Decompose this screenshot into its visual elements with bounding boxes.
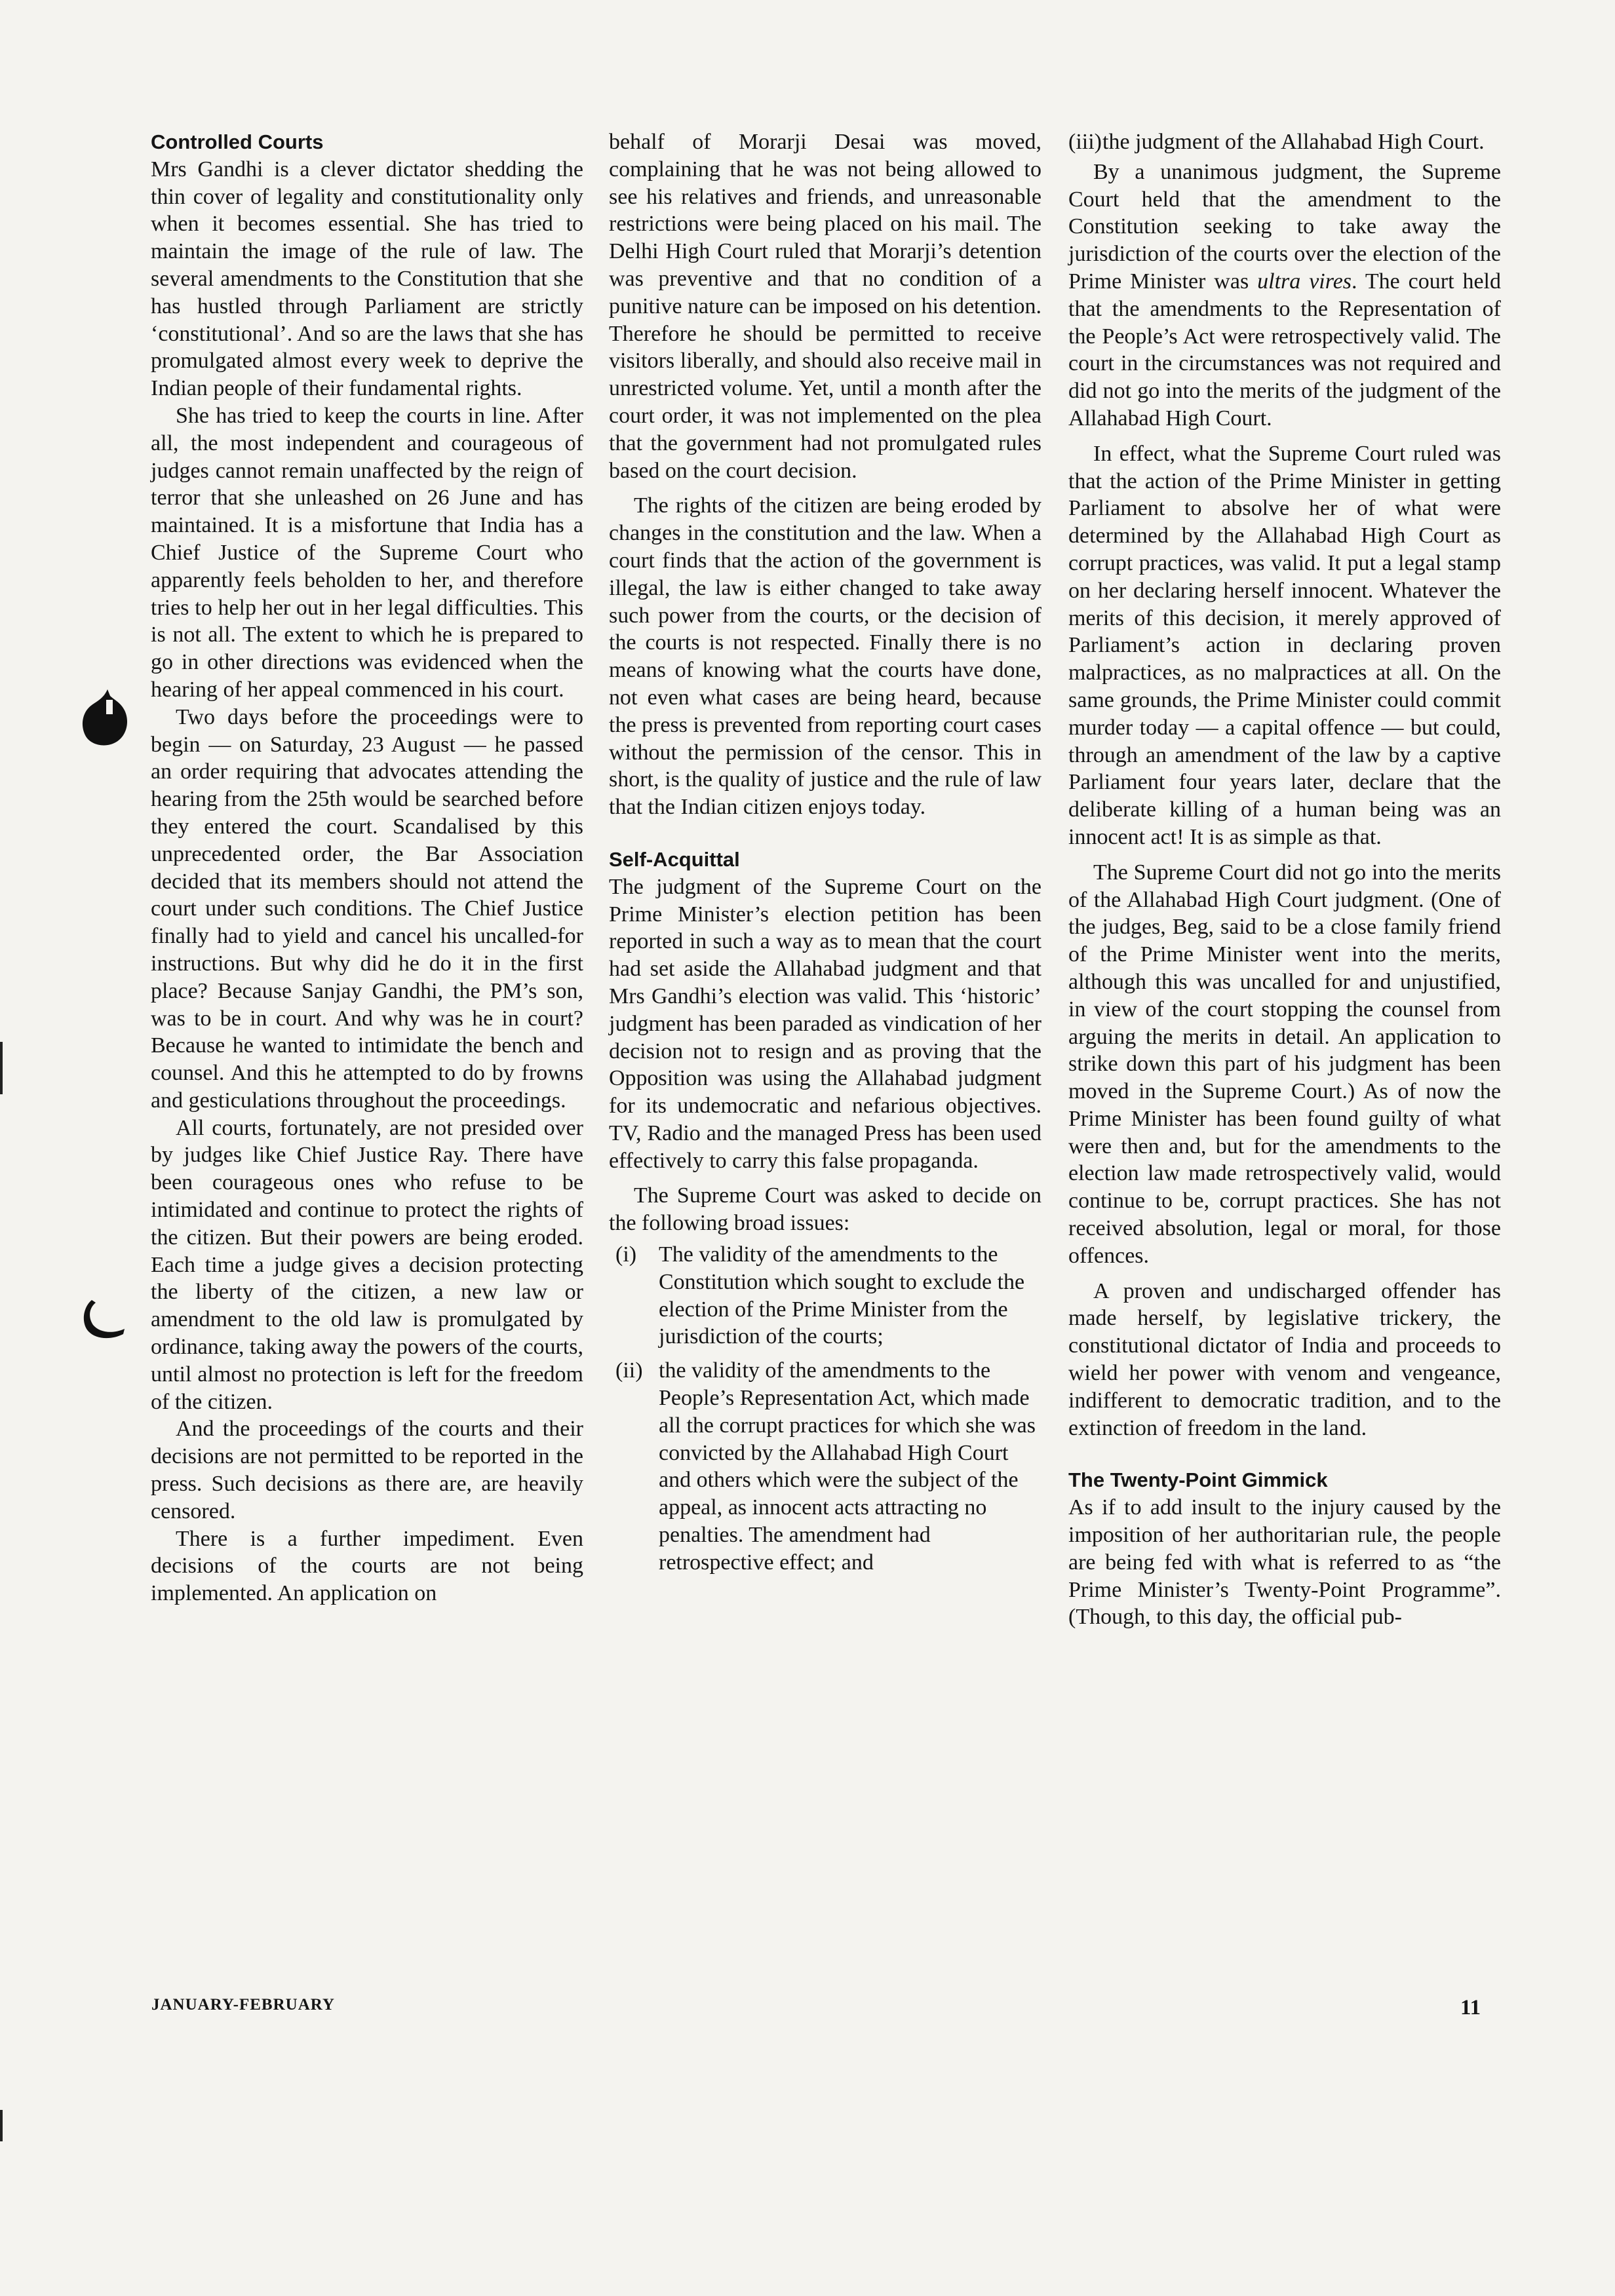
margin-line-2 <box>0 2110 3 2141</box>
list-item-text: the judgment of the Allahabad High Court. <box>1102 130 1485 154</box>
list-item-text: The validity of the amendments to the Constitution which sought to exclude the election of the Prime Minister from the jurisdiction of the courts; <box>659 1242 1025 1349</box>
paragraph: behalf of Morarji Desai was moved, complaining that he was not being allowed to see his relatives and friends, and unreasonable restrictions were being placed on his mail. The Delhi High Court ruled that Morarji’s detention was preventive and that no condition of a punitive nature can be imposed on his detention. Therefore he should be permitted to receive visitors liberally, and should also receive mail in unrestricted volume. Yet, until a month after the court order, it was not implemented on the plea that the government had not promulgated rules based on the court decision. <box>609 130 1041 483</box>
binding-hole-mark-bottom <box>77 1297 130 1343</box>
binding-hole-mark-top <box>77 687 132 750</box>
section-heading-twenty-point-gimmick: The Twenty-Point Gimmick <box>1068 1468 1328 1492</box>
paragraph-part: . The court held that the amendments to the Representation of the People’s Act were retrospectively valid. The court in the circumstances was not required and did not go into the merits of the judgment of the Allahabad High Court. <box>1068 269 1502 430</box>
emphasis-ultra-vires: ultra vires <box>1257 269 1352 294</box>
list-item <box>1068 128 1501 156</box>
issues-list-continued <box>1068 128 1501 156</box>
paragraph: As if to add insult to the injury caused by the imposition of her authoritarian rule, the people are being fed with what is referred to as “the Prime Minister’s Twenty-Point Programme”. (Though, to this day, the official pub- <box>1068 1495 1501 1630</box>
list-item-number: (iii) <box>1068 130 1102 154</box>
paragraph: In effect, what the Supreme Court ruled was that the action of the Prime Minister in getting Parliament to absolve her of what were determined by the Allahabad High Court as corrupt practices, was valid. It put a legal stamp on her declaring herself innocent. Whatever the merits of this decision, it merely approved of Parliament’s action in declaring proven malpractices, as no malpractices at all. On the same grounds, the Prime Minister could commit murder today — a capital offence — but could, through an amendment of the law by a captive Parliament four years later, declare that the deliberate killing of a human being was an innocent act! It is as simple as that. <box>1068 441 1501 849</box>
section-heading-self-acquittal: Self-Acquittal <box>609 847 740 871</box>
paragraph: A proven and undischarged offender has made herself, by legislative trickery, the constitutional dictator of India and proceeds to wield her power with venom and vengeance, indifferent to democratic tradition, and to the extinction of freedom in the land. <box>1068 1278 1501 1440</box>
list-item-number: (ii) <box>615 1358 643 1383</box>
column-right <box>1068 128 1501 1631</box>
section-heading-controlled-courts: Controlled Courts <box>151 130 324 153</box>
paragraph: She has tried to keep the courts in line. After all, the most independent and courageous of judges cannot remain unaffected by the reign of terror that she unleashed on 26 June and has maintained. It is a misfortune that India has a Chief Justice of the Supreme Court who apparently feels beholden to her, and therefore tries to help her out in her legal difficulties. This is not all. The extent to which he is prepared to go in other directions was evidenced when the hearing of her appeal commenced in his court. <box>151 403 583 702</box>
margin-line-1 <box>0 1042 3 1094</box>
column-left <box>151 128 583 1607</box>
paragraph: Mrs Gandhi is a clever dictator shedding the thin cover of legality and constitutionality only when it becomes essential. She has tried to maintain the image of the rule of law. The several amendments to the Constitution that she has hustled through Parliament are strictly ‘constitutional’. And so are the laws that she has promulgated almost every week to deprive the Indian people of their fundamental rights. <box>151 157 583 401</box>
list-item-text: the validity of the amendments to the People’s Representation Act, which made all the corrupt practices for which she was convicted by the Allahabad High Court and others which were the subject of the appeal, as innocent acts attracting no penalties. The amendment had retrospective effect; and <box>659 1358 1036 1575</box>
paragraph: There is a further impediment. Even decisions of the courts are not being implemented. An application on <box>151 1526 583 1606</box>
paragraph-part: By a unanimous judgment, the Supreme Court held that the amendment to the Constitution seeking to take away the jurisdiction of the courts over the election of the Prime Minister was <box>1068 159 1501 294</box>
paragraph: The judgment of the Supreme Court on the Prime Minister’s election petition has been reported in such a way as to mean that the court had set aside the Allahabad judgment and that Mrs Gandhi’s election was valid. This ‘historic’ judgment has been paraded as vindication of her decision not to resign and as proving that the Opposition was using the Allahabad judgment for its undemocratic and nefarious objectives. TV, Radio and the managed Press has been used effectively to carry this false propaganda. <box>609 874 1041 1173</box>
paragraph: The Supreme Court was asked to decide on the following broad issues: <box>609 1183 1041 1236</box>
paragraph: All courts, fortunately, are not presided over by judges like Chief Justice Ray. There have been courageous ones who refuse to be intimidated and continue to protect the rights of the citizen. But their powers are being eroded. Each time a judge gives a decision protecting the liberty of the citizen, a new law or amendment to the old law is promulgated by ordinance, taking away the powers of the courts, until almost no protection is left for the freedom of the citizen. <box>151 1115 583 1414</box>
paragraph <box>1068 159 1501 432</box>
list-item <box>609 1241 1041 1350</box>
paragraph: The rights of the citizen are being eroded by changes in the constitution and the law. When a court finds that the action of the government is illegal, the law is either changed to take away such power from the courts, or the decision of the courts is not respected. Finally there is no means of knowing what the courts have done, not even what cases are being heard, because the press is prevented from reporting court cases without the permission of the censor. This in short, is the quality of justice and the rule of law that the Indian citizen enjoys today. <box>609 493 1041 820</box>
list-item <box>609 1357 1041 1576</box>
list-item-number: (i) <box>615 1242 637 1267</box>
page-number: 11 <box>1460 1996 1481 2019</box>
paragraph: And the proceedings of the courts and their decisions are not permitted to be reported in the press. Such decisions as there are, are heavily censored. <box>151 1417 583 1523</box>
paragraph: The Supreme Court did not go into the merits of the Allahabad High Court judgment. (One of the judges, Beg, said to be a close family friend of the Prime Minister went into the merits, although this was uncalled for and unjustified, in view of the court stopping the counsel from arguing the merits in detail. An application to strike down this part of his judgment has been moved in the Supreme Court.) As of now the Prime Minister has been found guilty of what were then and, but for the amendments to the election law made retrospectively valid, would continue to be, corrupt practices. She has not received absolution, legal or moral, for those offences. <box>1068 860 1501 1268</box>
column-middle <box>609 128 1041 1583</box>
paragraph: Two days before the proceedings were to begin — on Saturday, 23 August — he passed an order requiring that advocates attending the hearing from the 25th would be searched before they entered the court. Scandalised by this unprecedented order, the Bar Association decided that its members should not attend the court under such conditions. The Chief Justice finally had to yield and cancel his uncalled-for instructions. But why did he do it in the first place? Because Sanjay Gandhi, the PM’s son, was to be in court. And why was he in court? Because he wanted to intimidate the bench and counsel. And this he attempted to do by frowns and gesticulations throughout the proceedings. <box>151 704 583 1113</box>
issues-list <box>609 1241 1041 1577</box>
footer-issue-date: JANUARY-FEBRUARY <box>151 1996 335 2014</box>
